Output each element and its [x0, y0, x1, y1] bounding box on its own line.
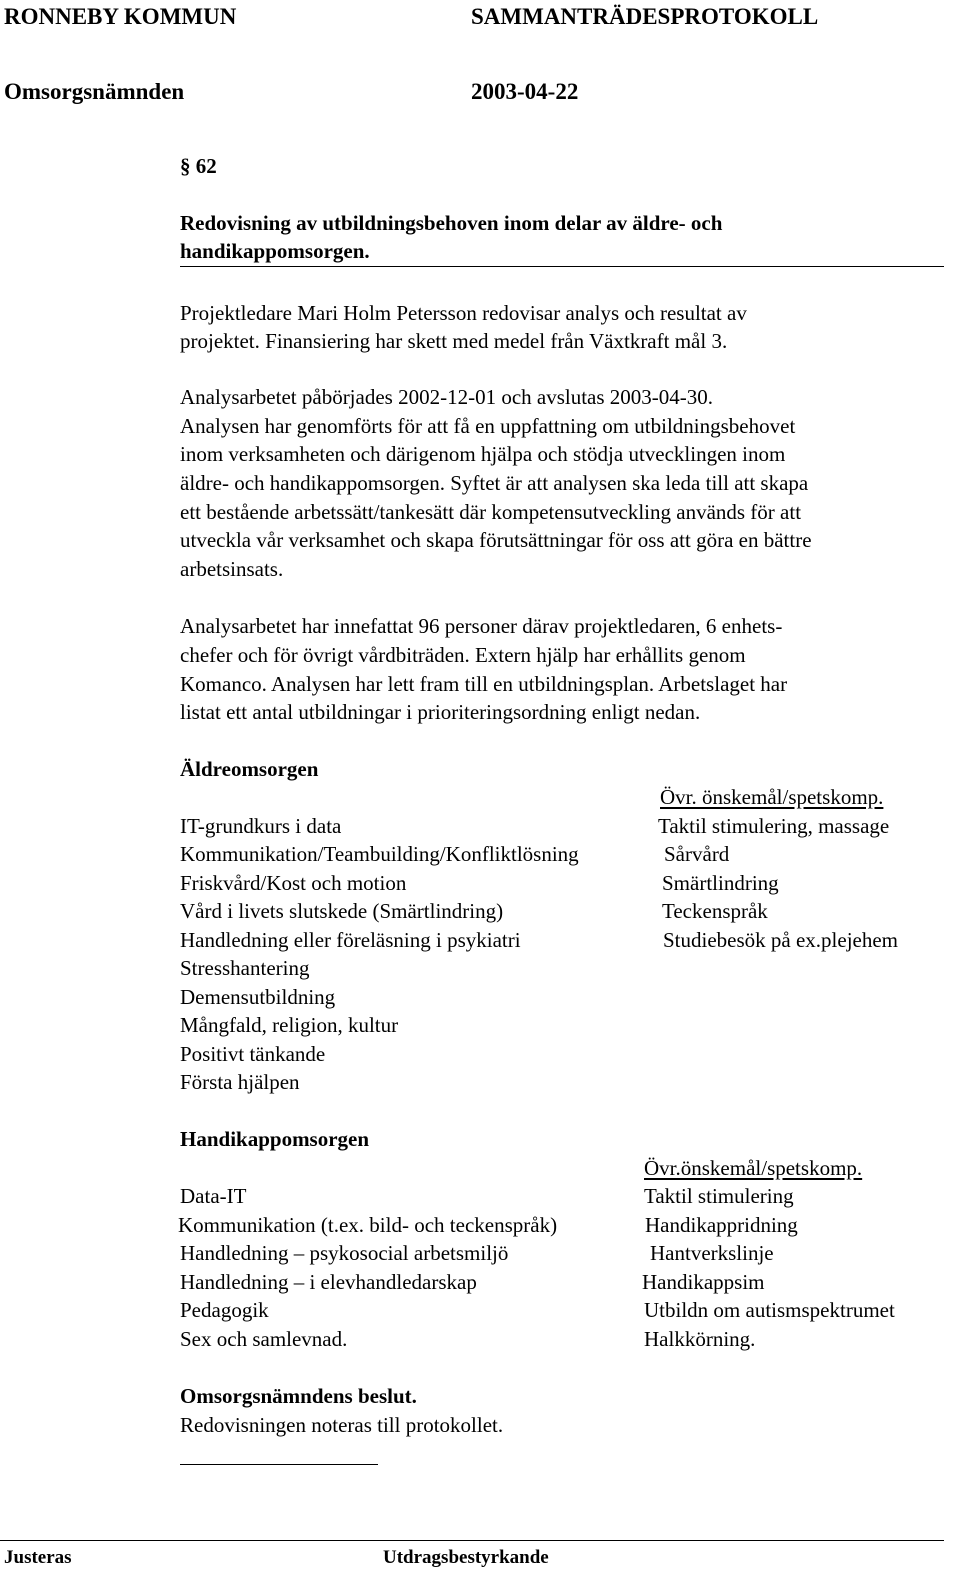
elder-care-item: Handledning eller föreläsning i psykiatri — [180, 928, 521, 952]
elder-care-item: Vård i livets slutskede (Smärtlindring) — [180, 899, 504, 923]
disability-care-extra-item: Handikappridning — [645, 1213, 798, 1237]
paragraph-number: § 62 — [180, 154, 217, 178]
elder-care-extra-item: Taktil stimulering, massage — [658, 814, 890, 838]
disability-care-extra-item: Halkkörning. — [644, 1327, 756, 1351]
elder-care-heading: Äldreomsorgen — [180, 757, 319, 781]
elder-care-item: Demensutbildning — [180, 985, 336, 1009]
meeting-date: 2003-04-22 — [471, 79, 579, 104]
analysis-line: inom verksamheten och därigenom hjälpa och stödja utvecklingen inom — [180, 442, 786, 466]
municipality-name: RONNEBY KOMMUN — [4, 4, 237, 29]
decision-text: Redovisningen noteras till protokollet. — [180, 1413, 504, 1437]
elder-care-item: Kommunikation/Teambuilding/Konfliktlösning — [180, 842, 579, 866]
participants-line: Analysarbetet har innefattat 96 personer därav projektledaren, 6 enhets- — [180, 614, 783, 638]
committee-name: Omsorgsnämnden — [4, 79, 185, 104]
participants-line: chefer och för övrigt vårdbiträden. Extern hjälp har erhållits genom — [180, 643, 746, 667]
intro-line: projektet. Finansiering har skett med medel från Växtkraft mål 3. — [180, 329, 728, 353]
participants-line: listat ett antal utbildningar i prioriteringsordning enligt nedan. — [180, 700, 701, 724]
disability-care-item: Pedagogik — [180, 1298, 269, 1322]
elder-care-extra-item: Studiebesök på ex.plejehem — [663, 928, 899, 952]
disability-care-item: Sex och samlevnad. — [180, 1327, 348, 1351]
analysis-line: ett bestående arbetssätt/tankesätt där kompetensutveckling används för att — [180, 500, 802, 524]
elder-care-item: Mångfald, religion, kultur — [180, 1013, 399, 1037]
disability-care-extra-item: Handikappsim — [642, 1270, 765, 1294]
elder-care-extra-item: Teckenspråk — [662, 899, 768, 923]
disability-care-right-heading: Övr.önskemål/spetskomp. — [644, 1156, 863, 1180]
disability-care-extra-item: Utbildn om autismspektrumet — [644, 1298, 895, 1322]
decision-rule — [180, 1464, 378, 1465]
elder-care-item: Friskvård/Kost och motion — [180, 871, 407, 895]
elder-care-item: Stresshantering — [180, 956, 310, 980]
analysis-line: arbetsinsats. — [180, 557, 284, 581]
footer-utdragsbestyrkande: Utdragsbestyrkande — [383, 1547, 549, 1568]
footer-justeras: Justeras — [4, 1547, 72, 1568]
disability-care-item: Data-IT — [180, 1184, 247, 1208]
elder-care-item: Första hjälpen — [180, 1070, 300, 1094]
elder-care-item: Positivt tänkande — [180, 1042, 326, 1066]
document-type: SAMMANTRÄDESPROTOKOLL — [471, 4, 819, 29]
analysis-line: Analysarbetet påbörjades 2002-12-01 och avslutas 2003-04-30. — [180, 385, 714, 409]
analysis-line: Analysen har genomförts för att få en uppfattning om utbildningsbehovet — [180, 414, 796, 438]
analysis-line: äldre- och handikappomsorgen. Syftet är att analysen ska leda till att skapa — [180, 471, 809, 495]
section-title-line-1: Redovisning av utbildningsbehoven inom delar av äldre- och — [180, 211, 723, 235]
participants-line: Komanco. Analysen har lett fram till en utbildningsplan. Arbetslaget har — [180, 672, 788, 696]
disability-care-item: Handledning – psykosocial arbetsmiljö — [180, 1241, 509, 1265]
analysis-line: utveckla vår verksamhet och skapa förutsättningar för oss att göra en bättre — [180, 528, 812, 552]
disability-care-item: Kommunikation (t.ex. bild- och teckenspråk) — [178, 1213, 558, 1237]
disability-care-extra-item: Hantverkslinje — [650, 1241, 774, 1265]
elder-care-item: IT-grundkurs i data — [180, 814, 342, 838]
title-rule — [180, 266, 944, 267]
elder-care-right-heading: Övr. önskemål/spetskomp. — [660, 785, 884, 809]
footer-rule — [0, 1540, 944, 1541]
disability-care-item: Handledning – i elevhandledarskap — [180, 1270, 477, 1294]
intro-line: Projektledare Mari Holm Petersson redovisar analys och resultat av — [180, 301, 747, 325]
disability-care-heading: Handikappomsorgen — [180, 1127, 370, 1151]
disability-care-extra-item: Taktil stimulering — [644, 1184, 794, 1208]
elder-care-extra-item: Sårvård — [664, 842, 730, 866]
decision-heading: Omsorgsnämndens beslut. — [180, 1384, 417, 1408]
section-title-line-2: handikappomsorgen. — [180, 239, 370, 263]
elder-care-extra-item: Smärtlindring — [662, 871, 779, 895]
